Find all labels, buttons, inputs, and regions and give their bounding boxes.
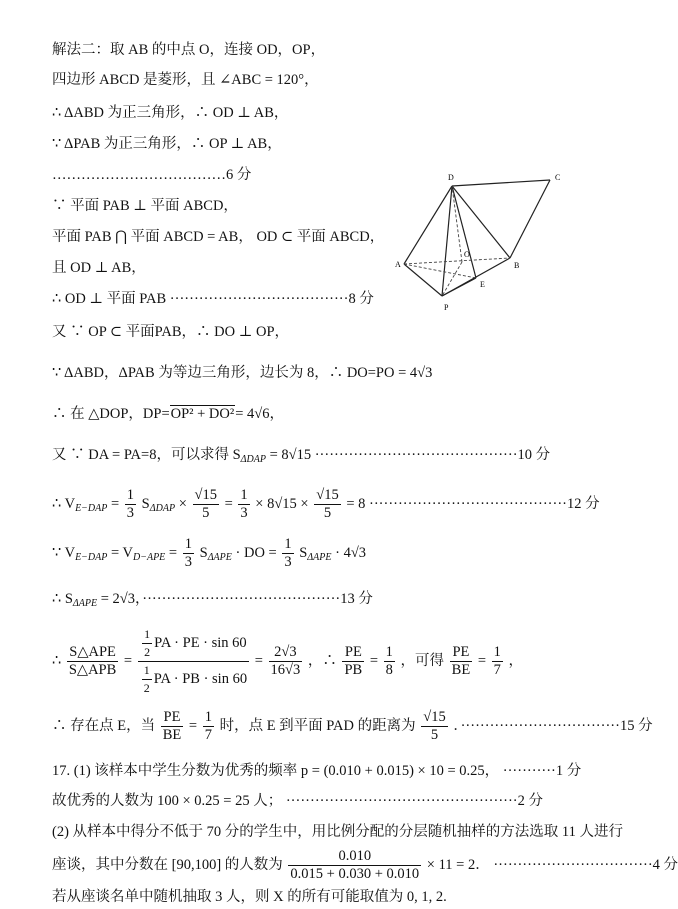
line-pab-equilateral: ∵ ΔPAB 为正三角形，∴ OP ⊥ AB， — [52, 136, 282, 152]
line-conclusion: ∴ 存在点 E，当 $\frac{PE}{BE}$ = $\frac{1}{7}$ 时，点 E 到平面 PAD 的距离为 $\frac{√15}{5}$ ．·································15 分 — [52, 709, 653, 744]
label-D: D — [448, 173, 454, 182]
line-s-ape: ∴ $S_{\Delta APE} = 2√3$，·········································13 分 — [52, 591, 373, 609]
line-plane-perp: ∵ 平面 PAB ⊥ 平面 ABCD， — [52, 198, 238, 214]
line-dp: ∴ 在 △DOP，DP=OP² + DO²= 4√6， — [52, 406, 284, 422]
line-s-dap: 又 ∵ DA = PA=8，可以求得 $S_{\Delta DAP} = 8√15 \cdot\cdot\cdot\cdot\cdot\cdot\cdot\cdot\cdot\cdot\cdot\cdot\cdot\cdot\cdot\cdot\cdot\cdot\cdot\cdot\cdot\cdot\cdot\cdot\cdot\cdot\cdot\cdot\cdot\cdot\cdot\cdot\cdot\cdot\cdot\cdot\cdot\cdot\cdot\cdot\cdot\cdot 10$ 分 — [52, 447, 551, 465]
line-q17-sample: 座谈，其中分数在 [90,100] 的人数为 $\frac{0.010}{0.015 + 0.030 + 0.010}$ × 11 = 2． ·································4 分 — [52, 848, 678, 883]
label-O: O — [464, 250, 470, 259]
pyramid-figure — [392, 168, 577, 318]
line-v-edap: ∴ $V_{E-DAP}$ = $\frac{1}{3}$ $S_{\Delta DAP}$ × $\frac{√15}{5}$ = $\frac{1}{3}$ × 8√15 × $\frac{√15}{5}$ = 8 ·········································12 分 — [52, 487, 600, 522]
edge-pe — [442, 278, 476, 296]
label-C: C — [555, 173, 561, 182]
line-q17-2: (2) 从样本中得分不低于 70 分的学生中，用比例分配的分层随机抽样的方法选取 11 人进行 — [52, 824, 623, 840]
edge-ab-hidden — [404, 258, 510, 264]
line-ratio: ∴ $\frac{\text{S△APE}}{\text{S△APB}}$ = $\frac{1}{2}$ PA · PE · sin 60 $\frac{1}{2}$ PA · PB · sin 60 = $\frac{2√3}{16√3}$ ，∴ $\frac{PE}{PB}$ = $\frac{1}{8}$ ，可得 $\frac{PE}{BE}$ = $\frac{1}{7}$ ， — [52, 627, 524, 695]
edge-db — [452, 186, 510, 258]
line-do-po: ∵ ΔABD，ΔPAB 为等边三角形，边长为 8，∴ DO=PO = 4√3 — [52, 365, 433, 381]
line-plane-intersect: 平面 PAB ⋂ 平面 ABCD = AB， OD ⊂ 平面 ABCD， — [52, 229, 385, 245]
line-rhombus: 四边形 ABCD 是菱形，且 ∠ABC = 120°， — [52, 72, 319, 88]
line-q17-1: 17. (1) 该样本中学生分数为优秀的频率 p = (0.010 + 0.015) × 10 = 0.25， ···········1 分 — [52, 763, 582, 779]
line-od-perp-ab: 且 OD ⊥ AB， — [52, 260, 146, 276]
label-A: A — [395, 260, 401, 269]
edge-de — [452, 186, 476, 278]
edge-dp — [442, 186, 452, 296]
label-B: B — [514, 261, 520, 270]
line-v-equal: ∵ $V_{E-DAP} = V_{D-APE}$ = $\frac{1}{3}$ $S_{\Delta APE}$ · DO = $\frac{1}{3}$ $S_{\Delta APE} \cdot 4√3$ — [52, 536, 367, 571]
label-P: P — [444, 303, 449, 312]
line-od-perp-plane: ∴ OD ⊥ 平面 PAB ·····································8 分 — [52, 291, 374, 307]
score-6: ………………………………6 分 — [52, 167, 252, 183]
edge-da — [404, 186, 452, 264]
edge-cb — [510, 180, 550, 258]
line-method2: 解法二：取 AB 的中点 O，连接 OD，OP， — [52, 42, 326, 58]
edge-ap — [404, 264, 442, 296]
edge-dc — [452, 180, 550, 186]
line-q17-count: 故优秀的人数为 100 × 0.25 = 25 人； ················································2 分 — [52, 793, 544, 809]
line-do-perp-op: 又 ∵ OP ⊂ 平面PAB，∴ DO ⊥ OP， — [52, 324, 290, 340]
line-q17-x: 若从座谈名单中随机抽取 3 人，则 X 的所有可能取值为 0, 1, 2. — [52, 889, 447, 905]
line-abd-equilateral: ∴ ΔABD 为正三角形，∴ OD ⊥ AB， — [52, 105, 289, 121]
edge-ae-hidden — [404, 264, 476, 278]
label-E: E — [480, 280, 485, 289]
